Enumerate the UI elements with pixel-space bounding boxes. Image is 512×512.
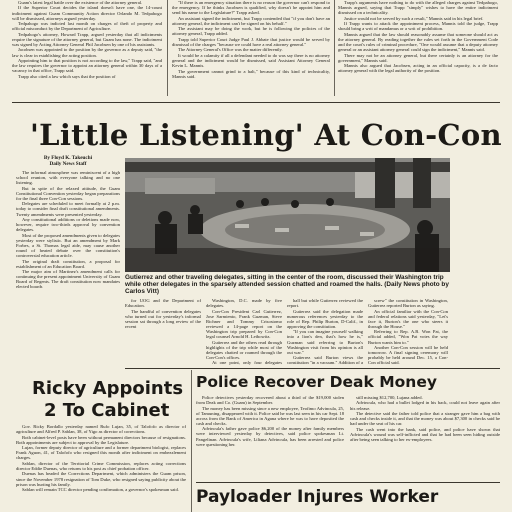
police-article-paragraph: The money has been missing since a new employee, Teofimo Advincula, 25, of Tamuning, disappeared with it. Police said he was last seen in his car Sept. 18 across from the Bank of America in Agana where he was to have deposited the cash and checks. [196, 405, 344, 426]
photo-caption: Gutierrez and other traveling delegates, sitting in the center of the room, discussed their Washington trip while other delegates in the sparsely attended session chatted and roamed the halls. (Daily News photo by Carlos Vitt) [125, 274, 449, 296]
top-right-paragraph: There may not be an attorney general, but there certainly is an attorney for the government," Mannis said. [338, 52, 498, 63]
top-left-paragraph: Tedpahogo was indicted last month on charges of theft of property and official misconduct by the Department of Agriculture. [12, 21, 162, 32]
police-article-paragraph: still missing $12,700, Lujana added. [356, 395, 423, 400]
payloader-headline: Payloader Injures Worker [196, 487, 439, 507]
byline [16, 156, 120, 168]
top-middle-paragraph: The assistant may be doing the work, but he is following the policies of the attorney general, Trapp added. [172, 26, 330, 37]
top-left-paragraph: Trapp also cited a law which says that the position of [18, 73, 116, 79]
top-left-column [12, 0, 162, 96]
ricky-headline [32, 378, 183, 422]
middle-article-paragraph: An official familiar with the Con-Con and federal relations said yesterday, "Let's face it, Burton's the one who steers it through the House." [368, 308, 448, 329]
middle-article-paragraph: Gutierrez said the delegation made numerous references yesterday to the role of Rep. Philip Burton, D-Calif., in approving the constitution. [287, 308, 363, 329]
section-rule [196, 482, 500, 483]
column-divider [334, 0, 335, 96]
top-middle-paragraph: The government cannot grind to a halt," because of this kind of technicality, Mannis said. [172, 68, 330, 79]
top-middle-paragraph: Trapp told Superior Court Judge Paul J. Abbate that justice would be served by dismissal of the charges "because we could have a real attorney general." [172, 36, 330, 47]
middle-article-column [287, 298, 363, 366]
middle-article-paragraph: Gutierrez said Burton views the constitution "in a vacuum." Addition of a [287, 355, 363, 366]
top-right-paragraph: Mannis also argued that Jacobsen, acting in an official capacity, is a de facto attorney general with the legal authority of the position. [338, 63, 498, 74]
ricky-article-paragraph: Gov. Ricky Bordallo yesterday named Rufo Lujan, 35, of Talofofo as director of agriculture and Alfred P. Sablan, 38, of Yigo as director of corrections. [16, 424, 186, 435]
middle-article-paragraph: The handful of convention delegates who turned out for yesterday's informal session sat through a long review of the recent [125, 308, 201, 329]
top-left-paragraph: Guam's latest legal battle over the existence of the attorney general. [18, 0, 143, 5]
ricky-article-paragraph: Both cabinet-level posts have been without permanent directors because of resignations. Both appointments are subject to approval by the Legislature. [16, 434, 186, 445]
top-right-paragraph: If Trapp wants to attack the appointment process, Mannis told the judge, Trapp should bring a writ of mandamus or a writ of prohibition. [338, 21, 498, 32]
top-middle-paragraph: The Attorney General's Office was the matter differently. [178, 47, 283, 53]
ricky-headline-line1: Ricky Appoints [32, 378, 184, 399]
left-article-paragraph: But in spite of the relaxed attitude, the Guam Constitutional Convention yesterday began preparations for the final three Con-Con sessions. [16, 185, 120, 201]
top-right-paragraph: Justice would not be served by such a result," Mannis said in his legal brief. [344, 15, 484, 21]
byline-name: By Floyd K. Takeuchi [43, 155, 93, 161]
police-article-paragraph: Police detectives yesterday recovered about a third of the $19,000 stolen from Deak and Co. (Guam) in September. [196, 395, 344, 406]
byline-title: Daily News Staff [49, 160, 87, 167]
top-middle-paragraph: It would be a calamity if all a defendant needed to do was say there is no attorney general and the indictment would be dismissed, said Assistant Attorney General Kevin L. Mannis. [172, 52, 330, 69]
middle-article-paragraph: for UOG and the Department of Education. [125, 298, 201, 309]
column-divider [191, 370, 192, 512]
ricky-article-paragraph: Duenas has headed the Corrections Department, which administers the Guam prison, since the November 1978 resignation of Tom Duke, who resigned saying publicity about the prison was hurting his family. [16, 471, 186, 487]
police-article-paragraph: Advincula, who had a bullet lodged in his back, could not leave again after his release. [350, 400, 500, 411]
ricky-article-paragraph: Sablan will remain TCC director pending confirmation, a governor's spokesman said. [22, 487, 179, 493]
middle-article-paragraph: screw" the constitution in Washington, Gutierrez reported Burton as saying. [368, 298, 448, 309]
middle-article-paragraph: Another Con-Con session will be held tomorrow. A final signing ceremony will probably be held around Dec. 15, a Con-Con official said. [368, 345, 448, 366]
police-article-paragraph: The detective said the father told police that a stranger gave him a bag with cash and checks inside it, and that the money was about $7,300 in checks said he had under the seat of his car. [350, 411, 500, 427]
section-rule [125, 368, 500, 369]
top-middle-column [172, 0, 330, 96]
police-article-column [196, 395, 344, 479]
top-left-paragraph: Jacobsen was appointed to the position by the governor as a deputy said, "the law is clear in establishing the acting position. [12, 47, 162, 58]
middle-article-paragraph: Con-Con President Carl Gutierrez, Jose Sarmiento, Frank Guzman, Steve Richner and Tommy Crisostomo reviewed a 14-page report on the Washington trip prepared by Con-Con legal counsel Arnold H. Leibowitz. [206, 308, 282, 340]
top-middle-paragraph: An assistant signed the indictment, but Trapp contended that "if you don't have an attorney general, the indictment can't be signed on his behalf." [172, 15, 330, 26]
police-article-paragraph: The cash went into the bank, said police, and police have shown that Advincula's wound was self-inflicted and that he had been seen hiding outside after being seen talking to her ex-employees. [350, 426, 500, 442]
police-article-column [350, 395, 500, 479]
main-headline: 'Little Listening' At Con-Con [30, 118, 502, 152]
left-article-paragraph: The original draft constitution, a proposal for establishment of an Education Board. [16, 258, 120, 269]
top-right-paragraph: Trapp's arguments have nothing to do with the alleged charges against Tedpahogo, Mannis argued, saying that Trapp "simply" wishes to have the entire indictment dismissed on a technicality. [338, 0, 498, 16]
police-headline: Police Recover Deak Money [196, 373, 437, 391]
middle-article-column [368, 298, 448, 366]
left-article-paragraph: Most of the proposed amendments given to delegates yesterday were stylistic. But an amendment by Mark Forbes, a St. Thomas legal aide, may cause another round of heated debate over the constitution's controversial education article. [16, 232, 120, 259]
top-left-paragraph: Tedpahogo's attorney, Howard Trapp, argued yesterday that all indictments require the signature of the attorney general, but Guam has none. The indictment was signed by Acting Attorney General Phil Jacobsen by one of his assistants. [12, 31, 162, 47]
middle-article-paragraph: Referring to Rep. A.B. Won Pat, the official added, "Won Pat votes the way Burton wants him to." [368, 329, 448, 345]
top-left-paragraph: Appointing him to that position is not according to the law," Trapp said, "and the law requires the governor to appoint an attorney general within 30 days of a vacancy in that office, Trapp said. [12, 57, 162, 74]
ricky-article-paragraph: Sablan, director of the Territorial Crime Commission, replaces acting corrections director Eddie Duenas, who returns to his post as chief probation officer. [16, 460, 186, 471]
section-rule [12, 102, 500, 103]
top-middle-paragraph: "If there is an emergency situation there is no reason the governor can't respond to the emergency. If he thinks Jacobsen is qualified, why doesn't he appoint him and send his name to the Legislature?" Trapp asked. [172, 0, 330, 16]
police-article-paragraph: Advincula's father gave police $6,200 of the money after family members were interviewed yesterday by detectives, said police spokesman Lt. Pangelinan. Advincula's wife, Liliana Advincula, has been arrested and police were questioning her. [196, 426, 344, 447]
top-right-paragraph: Mannis argued that the law should reasonably assume that someone should act as the attorney general. By reading together the rules set forth in the Government Code and the court's rules of criminal procedure, "One would assume that a deputy attorney general or an assistant attorney general could sign the indictment," Mannis said. [338, 31, 498, 53]
ricky-headline-line2: 2 To Cabinet [44, 400, 170, 421]
convention-photo [125, 158, 450, 272]
middle-article-column [125, 298, 201, 366]
middle-article-paragraph: At one point, only four delegates [212, 360, 282, 366]
left-article-paragraph: The major aim of Martinez's amendment calls for continuing the present appointment University of Guam Board of Regents. The draft constitution now mandates elected boards [16, 269, 120, 290]
middle-article-column [206, 298, 282, 366]
middle-article-paragraph: Gutierrez and the others read through highlights of the trip while most of the delegates chatted or roamed through the Con-Con's offices. [206, 339, 282, 360]
top-right-column [338, 0, 498, 96]
ricky-article-column [16, 424, 186, 510]
middle-article-paragraph: "If you can imagine yourself walking into a lion's den, that's how he is," Guzman said referring to Burton's Washington visit from his opinion is all out war." [287, 329, 363, 355]
ricky-article-paragraph: Lujan, former deputy director of agriculture and a former department biologist, replaces Frank Aguon, 41, of Talofofo who resigned this month after indictment on embezzlement charges. [16, 445, 186, 461]
top-left-paragraph: If the Superior Court decides the island doesn't have one, the 14-count indictment against Guam Community Action director Orlando M. Tedpahogo will be dismissed, attorneys argued yesterday. [12, 5, 162, 21]
convention-hall-image [125, 158, 450, 272]
left-article-paragraph: Any constitutional additions or deletions made now, however, require two-thirds approval by convention delegates. [16, 217, 120, 233]
left-article-paragraph: The informal atmosphere was reminiscent of a high school reunion, with everyone talking and no one listening. [16, 170, 120, 186]
column-divider [167, 0, 168, 96]
left-article-paragraph: Delegates are scheduled to meet formally at 2 p.m. today to consider final draft constitutional amendments. Twenty amendments were presented yesterday. [16, 201, 120, 217]
middle-article-paragraph: Washington, D.C. made by five delegates. [206, 298, 282, 309]
middle-article-paragraph: hall but while Gutierrez reviewed the report. [287, 298, 363, 309]
